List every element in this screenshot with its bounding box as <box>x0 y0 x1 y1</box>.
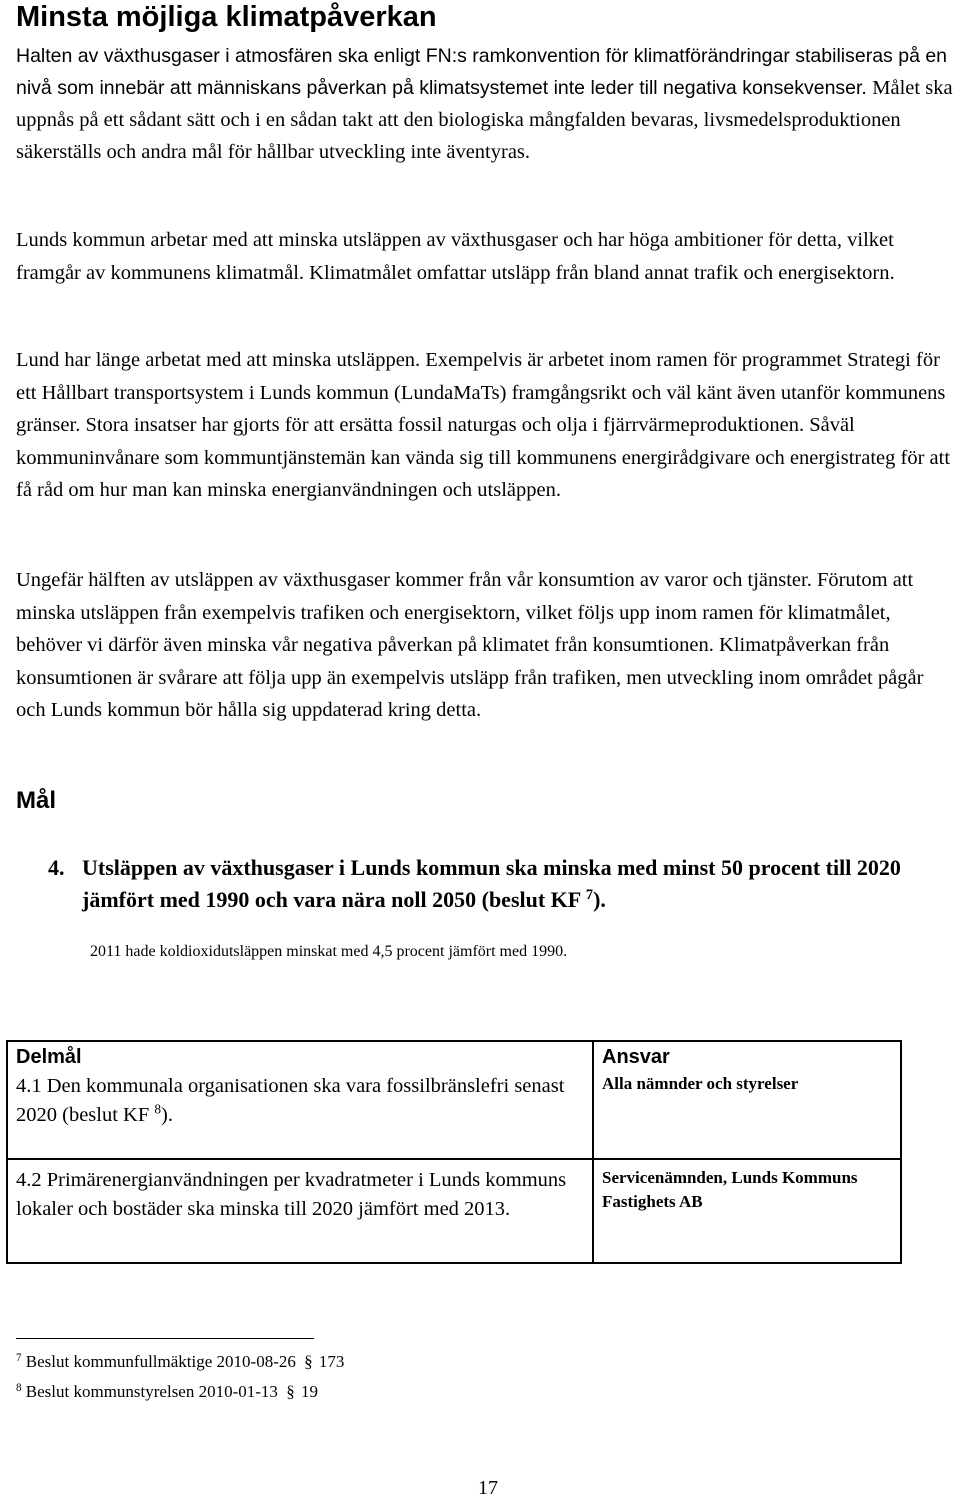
intro-text-serif: Målet ska uppnås på ett sådant sätt och i en sådan takt att den biologiska mångfalden bevaras, livsmedelsproduktionen säkerställs och andra mål för hållbar utveckling inte äventyras. <box>16 77 953 163</box>
footnote-section: 173 <box>318 1352 345 1371</box>
footnote-separator <box>16 1338 314 1339</box>
table-row <box>7 1070 901 1159</box>
footnote-number: 8 <box>16 1381 22 1394</box>
section-sign: § <box>304 1352 313 1371</box>
page-title: Minsta möjliga klimatpåverkan <box>16 1 437 33</box>
subgoals-table <box>6 1040 902 1264</box>
footnote-text: Beslut kommunfullmäktige 2010-08-26 <box>25 1352 296 1371</box>
paragraph-consumption: Ungefär hälften av utsläppen av växthusgaser kommer från vår konsumtion av varor och tjänster. Förutom att minska utsläppen från exempelvis trafiken och energisektorn, vilket följs upp inom ramen för klimatmålet, behöver vi därför även minska vår negativa påverkan på klimatet från konsumtionen. Klimatpåverkan från konsumtionen är svårare att följa upp än exempelvis utsläpp från trafiken, men utveckling inom området pågår och Lunds kommun bör hålla sig uppdaterad kring detta. <box>16 569 924 721</box>
footnote-8 <box>16 1380 318 1404</box>
page-number: 17 <box>478 1477 498 1499</box>
goal-number: 4. <box>48 855 65 880</box>
section-sign: § <box>286 1382 295 1401</box>
responsible-cell: Servicenämnden, Lunds Kommuns Fastighets AB <box>593 1159 901 1263</box>
footnote-section: 19 <box>300 1382 318 1401</box>
goal-text <box>82 852 960 916</box>
intro-text-sans: Halten av växthusgaser i atmosfären ska enligt FN:s ramkonvention för klimatförändringar stabiliseras på en nivå som innebär att människans påverkan på klimatsystemet inte leder till negativa konsekvenser. <box>16 45 948 99</box>
responsible-cell: Alla nämnder och styrelser <box>593 1070 901 1159</box>
subgoal-text: 4.1 Den kommunala organisationen ska vara fossilbränslefri senast 2020 (beslut KF <box>16 1075 565 1126</box>
subgoal-cell: 4.2 Primärenergianvändningen per kvadratmeter i Lunds kommuns lokaler och bostäder ska minska till 2020 jämfört med 2013. <box>7 1159 593 1263</box>
column-header-ansvar: Ansvar <box>593 1041 901 1070</box>
footnote-number: 7 <box>16 1351 22 1364</box>
footnote-ref-8[interactable]: 8 <box>154 1101 162 1117</box>
table-header-row <box>7 1041 901 1070</box>
goals-heading: Mål <box>16 787 57 814</box>
footnote-7 <box>16 1350 344 1374</box>
paragraph-climate-goal: Lunds kommun arbetar med att minska utsläppen av växthusgaser och har höga ambitioner för detta, vilket framgår av kommunens klimatmål. Klimatmålet omfattar utsläpp från bland annat trafik och energisektorn. <box>16 229 895 284</box>
goal-status-note: 2011 hade koldioxidutsläppen minskat med 4,5 procent jämfört med 1990. <box>90 943 568 960</box>
subgoal-cell <box>7 1070 593 1159</box>
paragraph-history: Lund har länge arbetat med att minska utsläppen. Exempelvis är arbetet inom ramen för programmet Strategi för ett Hållbart transportsystem i Lunds kommun (LundaMaTs) framgångsrikt och väl känt även utanför kommunens gränser. Stora insatser har gjorts för att ersätta fossil naturgas och olja i fjärrvärmeproduktionen. Såväl kommuninvånare som kommuntjänstemän kan vända sig till kommunens energirådgivare och energistrateg för att få råd om hur man kan minska energianvändningen och utsläppen. <box>16 349 951 501</box>
footnote-text: Beslut kommunstyrelsen 2010-01-13 <box>25 1382 278 1401</box>
footnote-ref-7[interactable]: 7 <box>585 887 594 904</box>
goal-text-end: ). <box>593 887 606 912</box>
column-header-delmal: Delmål <box>7 1041 593 1070</box>
subgoal-text-end: ). <box>161 1104 173 1126</box>
intro-paragraph <box>16 40 956 168</box>
goal-text-main: Utsläppen av växthusgaser i Lunds kommun ska minska med minst 50 procent till 2020 jämfört med 1990 och vara nära noll 2050 (beslut KF <box>82 855 901 912</box>
table-row <box>7 1159 901 1263</box>
